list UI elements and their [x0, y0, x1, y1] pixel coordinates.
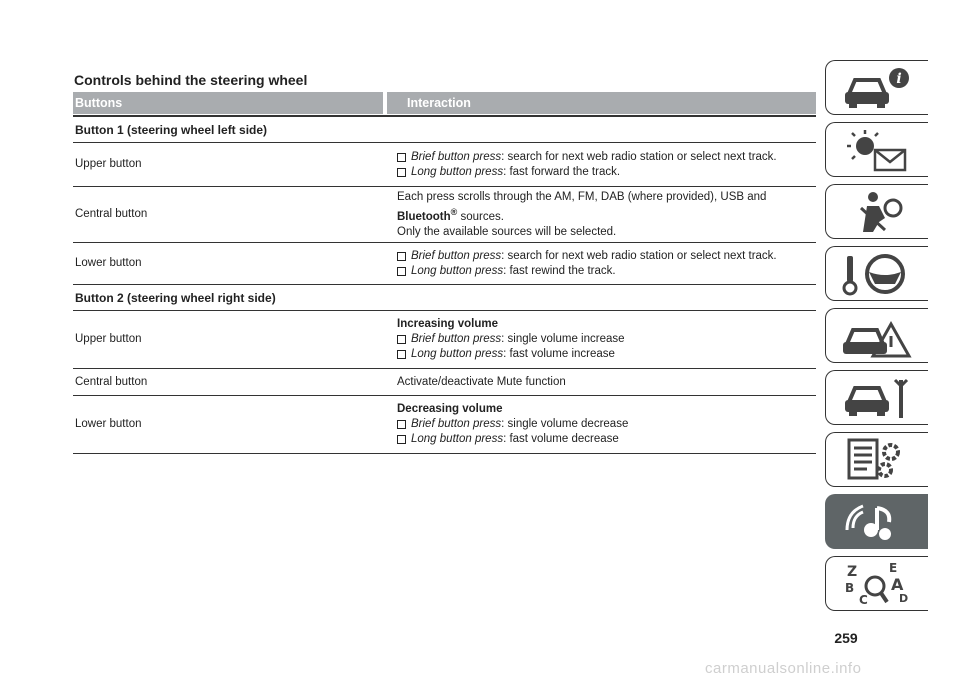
watermark: carmanualsonline.info — [705, 660, 862, 677]
table-row — [73, 311, 816, 369]
page-number: 259 — [834, 630, 858, 646]
tab-emergency[interactable] — [825, 308, 928, 363]
warning-lights-message-icon — [839, 126, 915, 174]
svg-text:Z: Z — [847, 563, 858, 580]
tab-starting-driving[interactable] — [825, 246, 928, 301]
tab-warning-lights[interactable] — [825, 122, 928, 177]
list-item: Brief button press : single volume increase — [397, 332, 816, 347]
interaction-cell — [397, 243, 816, 284]
svg-text:A: A — [891, 574, 904, 594]
tab-index[interactable] — [825, 556, 928, 611]
list-item: Long button press : fast volume decrease — [397, 432, 816, 447]
car-maintenance-icon — [839, 374, 915, 422]
checkbox-bullet-icon — [397, 350, 406, 359]
checkbox-bullet-icon — [397, 168, 406, 177]
svg-text:D: D — [899, 591, 909, 605]
safety-seat-airbag-icon — [839, 188, 915, 236]
checkbox-bullet-icon — [397, 435, 406, 444]
alphabetical-index-icon — [839, 560, 915, 608]
button-label: Upper button — [75, 333, 142, 346]
tab-car-info[interactable] — [825, 60, 928, 115]
interaction-cell — [397, 144, 816, 185]
button-label: Upper button — [75, 158, 142, 171]
table-row — [73, 143, 816, 187]
checkbox-bullet-icon — [397, 252, 406, 261]
table-row — [73, 187, 816, 243]
interaction-cell: Increasing volume Brief button press : single volume increase Long button press : fast volume increase — [397, 311, 816, 367]
list-item: Brief button press : single volume decrease — [397, 417, 816, 432]
multimedia-icon — [839, 498, 915, 546]
controls-table — [73, 92, 816, 454]
table-header — [73, 92, 816, 114]
button-label: Lower button — [75, 418, 142, 431]
tab-technical-data[interactable] — [825, 432, 928, 487]
page-title: Controls behind the steering wheel — [74, 72, 308, 88]
list-item: Long button press : fast forward the track. — [397, 165, 816, 180]
tab-multimedia[interactable] — [825, 494, 928, 549]
svg-text:E: E — [889, 560, 898, 575]
section-title-button-2: Button 2 (steering wheel right side) — [73, 285, 816, 311]
tab-maintenance[interactable] — [825, 370, 928, 425]
list-item: Long button press : fast volume increase — [397, 347, 816, 362]
interaction-cell: Decreasing volume Brief button press : single volume decrease Long button press : fast volume decrease — [397, 396, 816, 452]
list-item: Brief button press : search for next web radio station or select next track. — [397, 150, 816, 165]
car-info-icon — [839, 64, 915, 112]
header-interaction: Interaction — [387, 92, 816, 114]
checkbox-bullet-icon — [397, 335, 406, 344]
section-title-button-1: Button 1 (steering wheel left side) — [73, 117, 816, 143]
svg-text:B: B — [845, 580, 855, 595]
svg-text:i: i — [896, 70, 902, 87]
button-label: Lower button — [75, 257, 142, 270]
list-item: Brief button press : search for next web radio station or select next track. — [397, 249, 816, 264]
interaction-cell: Activate/deactivate Mute function — [397, 375, 566, 388]
checkbox-bullet-icon — [397, 420, 406, 429]
button-label: Central button — [75, 375, 148, 388]
header-buttons: Buttons — [73, 92, 383, 114]
table-row — [73, 396, 816, 454]
checkbox-bullet-icon — [397, 267, 406, 276]
svg-text:C: C — [859, 592, 868, 607]
technical-data-icon — [839, 436, 915, 484]
interaction-cell: Each press scrolls through the AM, FM, DAB (where provided), USB and Bluetooth® sources. Only the available sources will be selected. — [397, 190, 767, 238]
tab-safety[interactable] — [825, 184, 928, 239]
table-row — [73, 369, 816, 396]
table-row — [73, 243, 816, 285]
key-steering-wheel-icon — [839, 250, 915, 298]
emergency-breakdown-icon — [839, 312, 915, 360]
button-label: Central button — [75, 208, 148, 221]
checkbox-bullet-icon — [397, 153, 406, 162]
list-item: Long button press : fast rewind the track. — [397, 264, 816, 279]
